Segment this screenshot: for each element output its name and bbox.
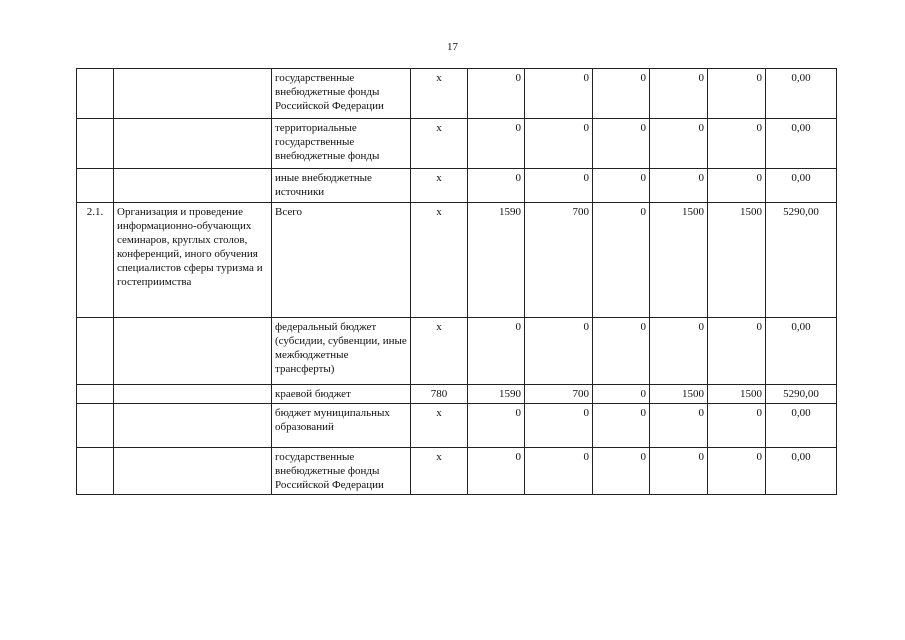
value-cell: 0 <box>525 169 593 203</box>
funding-source-cell: иные внебюджетные источники <box>272 169 411 203</box>
value-cell: 0 <box>525 69 593 119</box>
event-name-cell <box>114 318 272 385</box>
value-cell: 0 <box>650 318 708 385</box>
row-number-cell <box>77 448 114 495</box>
value-cell: х <box>411 119 468 169</box>
table-row <box>77 203 837 318</box>
table-row <box>77 318 837 385</box>
value-cell: 0 <box>708 119 766 169</box>
value-cell: 0 <box>525 119 593 169</box>
value-cell: 0 <box>468 404 525 448</box>
funding-source-cell: государственные внебюджетные фонды Российской Федерации <box>272 448 411 495</box>
event-name-cell <box>114 404 272 448</box>
value-cell: х <box>411 203 468 318</box>
funding-source-cell: федеральный бюджет (субсидии, субвенции, иные межбюджетные трансферты) <box>272 318 411 385</box>
total-cell: 0,00 <box>766 318 837 385</box>
row-number-cell <box>77 119 114 169</box>
total-cell: 0,00 <box>766 119 837 169</box>
event-name-cell <box>114 169 272 203</box>
table-row <box>77 448 837 495</box>
value-cell: 0 <box>593 318 650 385</box>
value-cell: 0 <box>525 404 593 448</box>
value-cell: 0 <box>468 448 525 495</box>
event-name-cell <box>114 69 272 119</box>
event-name-cell <box>114 385 272 404</box>
value-cell: 0 <box>650 448 708 495</box>
value-cell: 0 <box>650 69 708 119</box>
value-cell: 0 <box>708 69 766 119</box>
value-cell: 0 <box>593 385 650 404</box>
funding-source-cell: бюджет муниципальных образований <box>272 404 411 448</box>
table-row <box>77 119 837 169</box>
value-cell: 0 <box>468 69 525 119</box>
event-name-cell <box>114 448 272 495</box>
row-number-cell <box>77 318 114 385</box>
value-cell: 0 <box>593 169 650 203</box>
value-cell: х <box>411 448 468 495</box>
row-number-cell: 2.1. <box>77 203 114 318</box>
row-number-cell <box>77 404 114 448</box>
event-name-cell: Организация и проведение информационно-обучающих семинаров, круглых столов, конференций, иного обучения специалистов сферы туризма и гостеприимства <box>114 203 272 318</box>
value-cell: 0 <box>708 318 766 385</box>
value-cell: 1500 <box>708 203 766 318</box>
value-cell: 0 <box>650 169 708 203</box>
table-row <box>77 385 837 404</box>
value-cell: 780 <box>411 385 468 404</box>
value-cell: 700 <box>525 385 593 404</box>
budget-table <box>76 68 837 495</box>
value-cell: 0 <box>593 448 650 495</box>
value-cell: 0 <box>708 169 766 203</box>
total-cell: 5290,00 <box>766 385 837 404</box>
value-cell: х <box>411 318 468 385</box>
row-number-cell <box>77 385 114 404</box>
value-cell: 0 <box>525 318 593 385</box>
total-cell: 0,00 <box>766 169 837 203</box>
total-cell: 5290,00 <box>766 203 837 318</box>
value-cell: 1500 <box>650 385 708 404</box>
value-cell: 0 <box>708 404 766 448</box>
value-cell: 1500 <box>650 203 708 318</box>
value-cell: х <box>411 404 468 448</box>
value-cell: 1500 <box>708 385 766 404</box>
table-body <box>77 69 837 495</box>
value-cell: 0 <box>468 119 525 169</box>
value-cell: 0 <box>593 119 650 169</box>
value-cell: 0 <box>525 448 593 495</box>
event-name-cell <box>114 119 272 169</box>
page-number: 17 <box>447 41 458 53</box>
value-cell: 0 <box>593 404 650 448</box>
table-row <box>77 69 837 119</box>
value-cell: 0 <box>593 69 650 119</box>
value-cell: 700 <box>525 203 593 318</box>
value-cell: 0 <box>593 203 650 318</box>
row-number-cell <box>77 69 114 119</box>
funding-source-cell: краевой бюджет <box>272 385 411 404</box>
value-cell: 0 <box>468 318 525 385</box>
value-cell: 0 <box>650 404 708 448</box>
table-row <box>77 404 837 448</box>
value-cell: х <box>411 169 468 203</box>
funding-source-cell: государственные внебюджетные фонды Российской Федерации <box>272 69 411 119</box>
value-cell: х <box>411 69 468 119</box>
total-cell: 0,00 <box>766 404 837 448</box>
funding-source-cell: территориальные государственные внебюджетные фонды <box>272 119 411 169</box>
value-cell: 0 <box>650 119 708 169</box>
value-cell: 1590 <box>468 385 525 404</box>
total-cell: 0,00 <box>766 448 837 495</box>
row-number-cell <box>77 169 114 203</box>
funding-source-cell: Всего <box>272 203 411 318</box>
value-cell: 0 <box>708 448 766 495</box>
value-cell: 0 <box>468 169 525 203</box>
table-row <box>77 169 837 203</box>
total-cell: 0,00 <box>766 69 837 119</box>
value-cell: 1590 <box>468 203 525 318</box>
